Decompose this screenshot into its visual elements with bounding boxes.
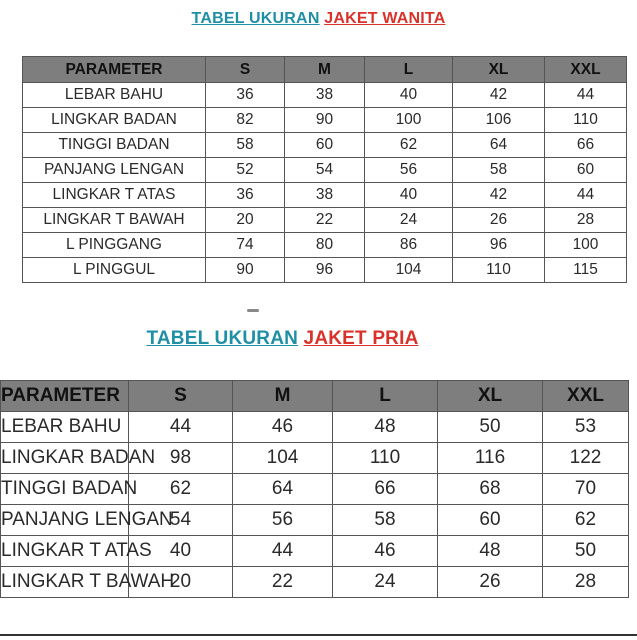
table-header-row bbox=[23, 57, 627, 83]
title-jaket-wanita bbox=[0, 10, 637, 28]
cell-l: 40 bbox=[365, 183, 453, 208]
cell-s: 90 bbox=[206, 258, 285, 283]
row-label: LINGKAR T ATAS bbox=[1, 536, 129, 567]
cell-s: 54 bbox=[129, 505, 233, 536]
cell-l: 62 bbox=[365, 133, 453, 158]
cell-xl: 58 bbox=[453, 158, 545, 183]
cell-m: 44 bbox=[233, 536, 333, 567]
cell-xxl: 60 bbox=[545, 158, 627, 183]
row-label: PANJANG LENGAN bbox=[1, 505, 129, 536]
cell-m: 56 bbox=[233, 505, 333, 536]
cell-xxl: 122 bbox=[543, 443, 629, 474]
title-jaket-pria bbox=[0, 328, 565, 350]
row-label: LINGKAR BADAN bbox=[23, 108, 206, 133]
cell-m: 60 bbox=[285, 133, 365, 158]
header-xl: XL bbox=[438, 381, 543, 412]
cell-l: 86 bbox=[365, 233, 453, 258]
table-row bbox=[23, 208, 627, 233]
cell-xxl: 62 bbox=[543, 505, 629, 536]
table-row bbox=[23, 133, 627, 158]
title-pria-part2: JAKET PRIA bbox=[303, 328, 419, 349]
cell-xxl: 44 bbox=[545, 183, 627, 208]
cell-l: 100 bbox=[365, 108, 453, 133]
cell-xxl: 70 bbox=[543, 474, 629, 505]
cell-xl: 26 bbox=[453, 208, 545, 233]
cell-m: 38 bbox=[285, 183, 365, 208]
table-row bbox=[1, 567, 629, 598]
cell-m: 22 bbox=[233, 567, 333, 598]
header-xxl: XXL bbox=[543, 381, 629, 412]
header-s: S bbox=[206, 57, 285, 83]
row-label: LEBAR BAHU bbox=[23, 83, 206, 108]
row-label: TINGGI BADAN bbox=[23, 133, 206, 158]
cell-s: 40 bbox=[129, 536, 233, 567]
cell-xxl: 100 bbox=[545, 233, 627, 258]
cell-xl: 110 bbox=[453, 258, 545, 283]
header-m: M bbox=[233, 381, 333, 412]
row-label: PANJANG LENGAN bbox=[23, 158, 206, 183]
cell-l: 24 bbox=[333, 567, 438, 598]
row-label: LEBAR BAHU bbox=[1, 412, 129, 443]
cell-m: 54 bbox=[285, 158, 365, 183]
cell-xxl: 115 bbox=[545, 258, 627, 283]
row-label: LINGKAR T ATAS bbox=[23, 183, 206, 208]
cell-s: 62 bbox=[129, 474, 233, 505]
table-row bbox=[23, 158, 627, 183]
cell-s: 44 bbox=[129, 412, 233, 443]
size-table-pria bbox=[0, 380, 629, 598]
cell-m: 38 bbox=[285, 83, 365, 108]
table-header-row bbox=[1, 381, 629, 412]
row-label: L PINGGUL bbox=[23, 258, 206, 283]
table-row bbox=[23, 83, 627, 108]
cell-xxl: 28 bbox=[543, 567, 629, 598]
cell-s: 52 bbox=[206, 158, 285, 183]
table-row bbox=[1, 536, 629, 567]
cell-xl: 50 bbox=[438, 412, 543, 443]
cell-m: 80 bbox=[285, 233, 365, 258]
table-row bbox=[1, 412, 629, 443]
size-table-wanita bbox=[22, 56, 627, 283]
cell-xl: 42 bbox=[453, 83, 545, 108]
table-row bbox=[23, 258, 627, 283]
header-xxl: XXL bbox=[545, 57, 627, 83]
row-label: LINGKAR T BAWAH bbox=[1, 567, 129, 598]
header-s: S bbox=[129, 381, 233, 412]
header-l: L bbox=[333, 381, 438, 412]
cell-s: 98 bbox=[129, 443, 233, 474]
header-parameter: PARAMETER bbox=[23, 57, 206, 83]
header-xl: XL bbox=[453, 57, 545, 83]
cell-m: 104 bbox=[233, 443, 333, 474]
cell-xl: 68 bbox=[438, 474, 543, 505]
cell-l: 56 bbox=[365, 158, 453, 183]
title-wanita-part1: TABEL UKURAN bbox=[191, 10, 320, 27]
title-wanita-part2: JAKET WANITA bbox=[324, 10, 446, 27]
cell-l: 48 bbox=[333, 412, 438, 443]
header-l: L bbox=[365, 57, 453, 83]
cell-s: 58 bbox=[206, 133, 285, 158]
scan-speck bbox=[247, 309, 259, 312]
cell-s: 20 bbox=[206, 208, 285, 233]
cell-m: 22 bbox=[285, 208, 365, 233]
cell-m: 90 bbox=[285, 108, 365, 133]
cell-l: 110 bbox=[333, 443, 438, 474]
bottom-border-line bbox=[0, 634, 637, 636]
cell-xl: 60 bbox=[438, 505, 543, 536]
cell-xxl: 44 bbox=[545, 83, 627, 108]
cell-xl: 116 bbox=[438, 443, 543, 474]
cell-xl: 106 bbox=[453, 108, 545, 133]
table-row bbox=[1, 443, 629, 474]
cell-l: 58 bbox=[333, 505, 438, 536]
cell-xxl: 50 bbox=[543, 536, 629, 567]
table-row bbox=[1, 505, 629, 536]
table-row bbox=[23, 108, 627, 133]
cell-m: 64 bbox=[233, 474, 333, 505]
cell-xl: 48 bbox=[438, 536, 543, 567]
cell-s: 20 bbox=[129, 567, 233, 598]
cell-l: 46 bbox=[333, 536, 438, 567]
cell-s: 74 bbox=[206, 233, 285, 258]
row-label: TINGGI BADAN bbox=[1, 474, 129, 505]
row-label: LINGKAR BADAN bbox=[1, 443, 129, 474]
row-label: L PINGGANG bbox=[23, 233, 206, 258]
table-row bbox=[23, 183, 627, 208]
cell-xl: 96 bbox=[453, 233, 545, 258]
header-parameter: PARAMETER bbox=[1, 381, 129, 412]
cell-s: 82 bbox=[206, 108, 285, 133]
cell-xl: 42 bbox=[453, 183, 545, 208]
cell-l: 40 bbox=[365, 83, 453, 108]
cell-xl: 26 bbox=[438, 567, 543, 598]
table-row bbox=[1, 474, 629, 505]
cell-xxl: 110 bbox=[545, 108, 627, 133]
row-label: LINGKAR T BAWAH bbox=[23, 208, 206, 233]
cell-s: 36 bbox=[206, 183, 285, 208]
cell-xxl: 53 bbox=[543, 412, 629, 443]
cell-s: 36 bbox=[206, 83, 285, 108]
cell-l: 104 bbox=[365, 258, 453, 283]
cell-xl: 64 bbox=[453, 133, 545, 158]
header-m: M bbox=[285, 57, 365, 83]
cell-xxl: 66 bbox=[545, 133, 627, 158]
cell-m: 96 bbox=[285, 258, 365, 283]
cell-l: 24 bbox=[365, 208, 453, 233]
table-row bbox=[23, 233, 627, 258]
cell-xxl: 28 bbox=[545, 208, 627, 233]
cell-l: 66 bbox=[333, 474, 438, 505]
title-pria-part1: TABEL UKURAN bbox=[146, 328, 299, 349]
cell-m: 46 bbox=[233, 412, 333, 443]
